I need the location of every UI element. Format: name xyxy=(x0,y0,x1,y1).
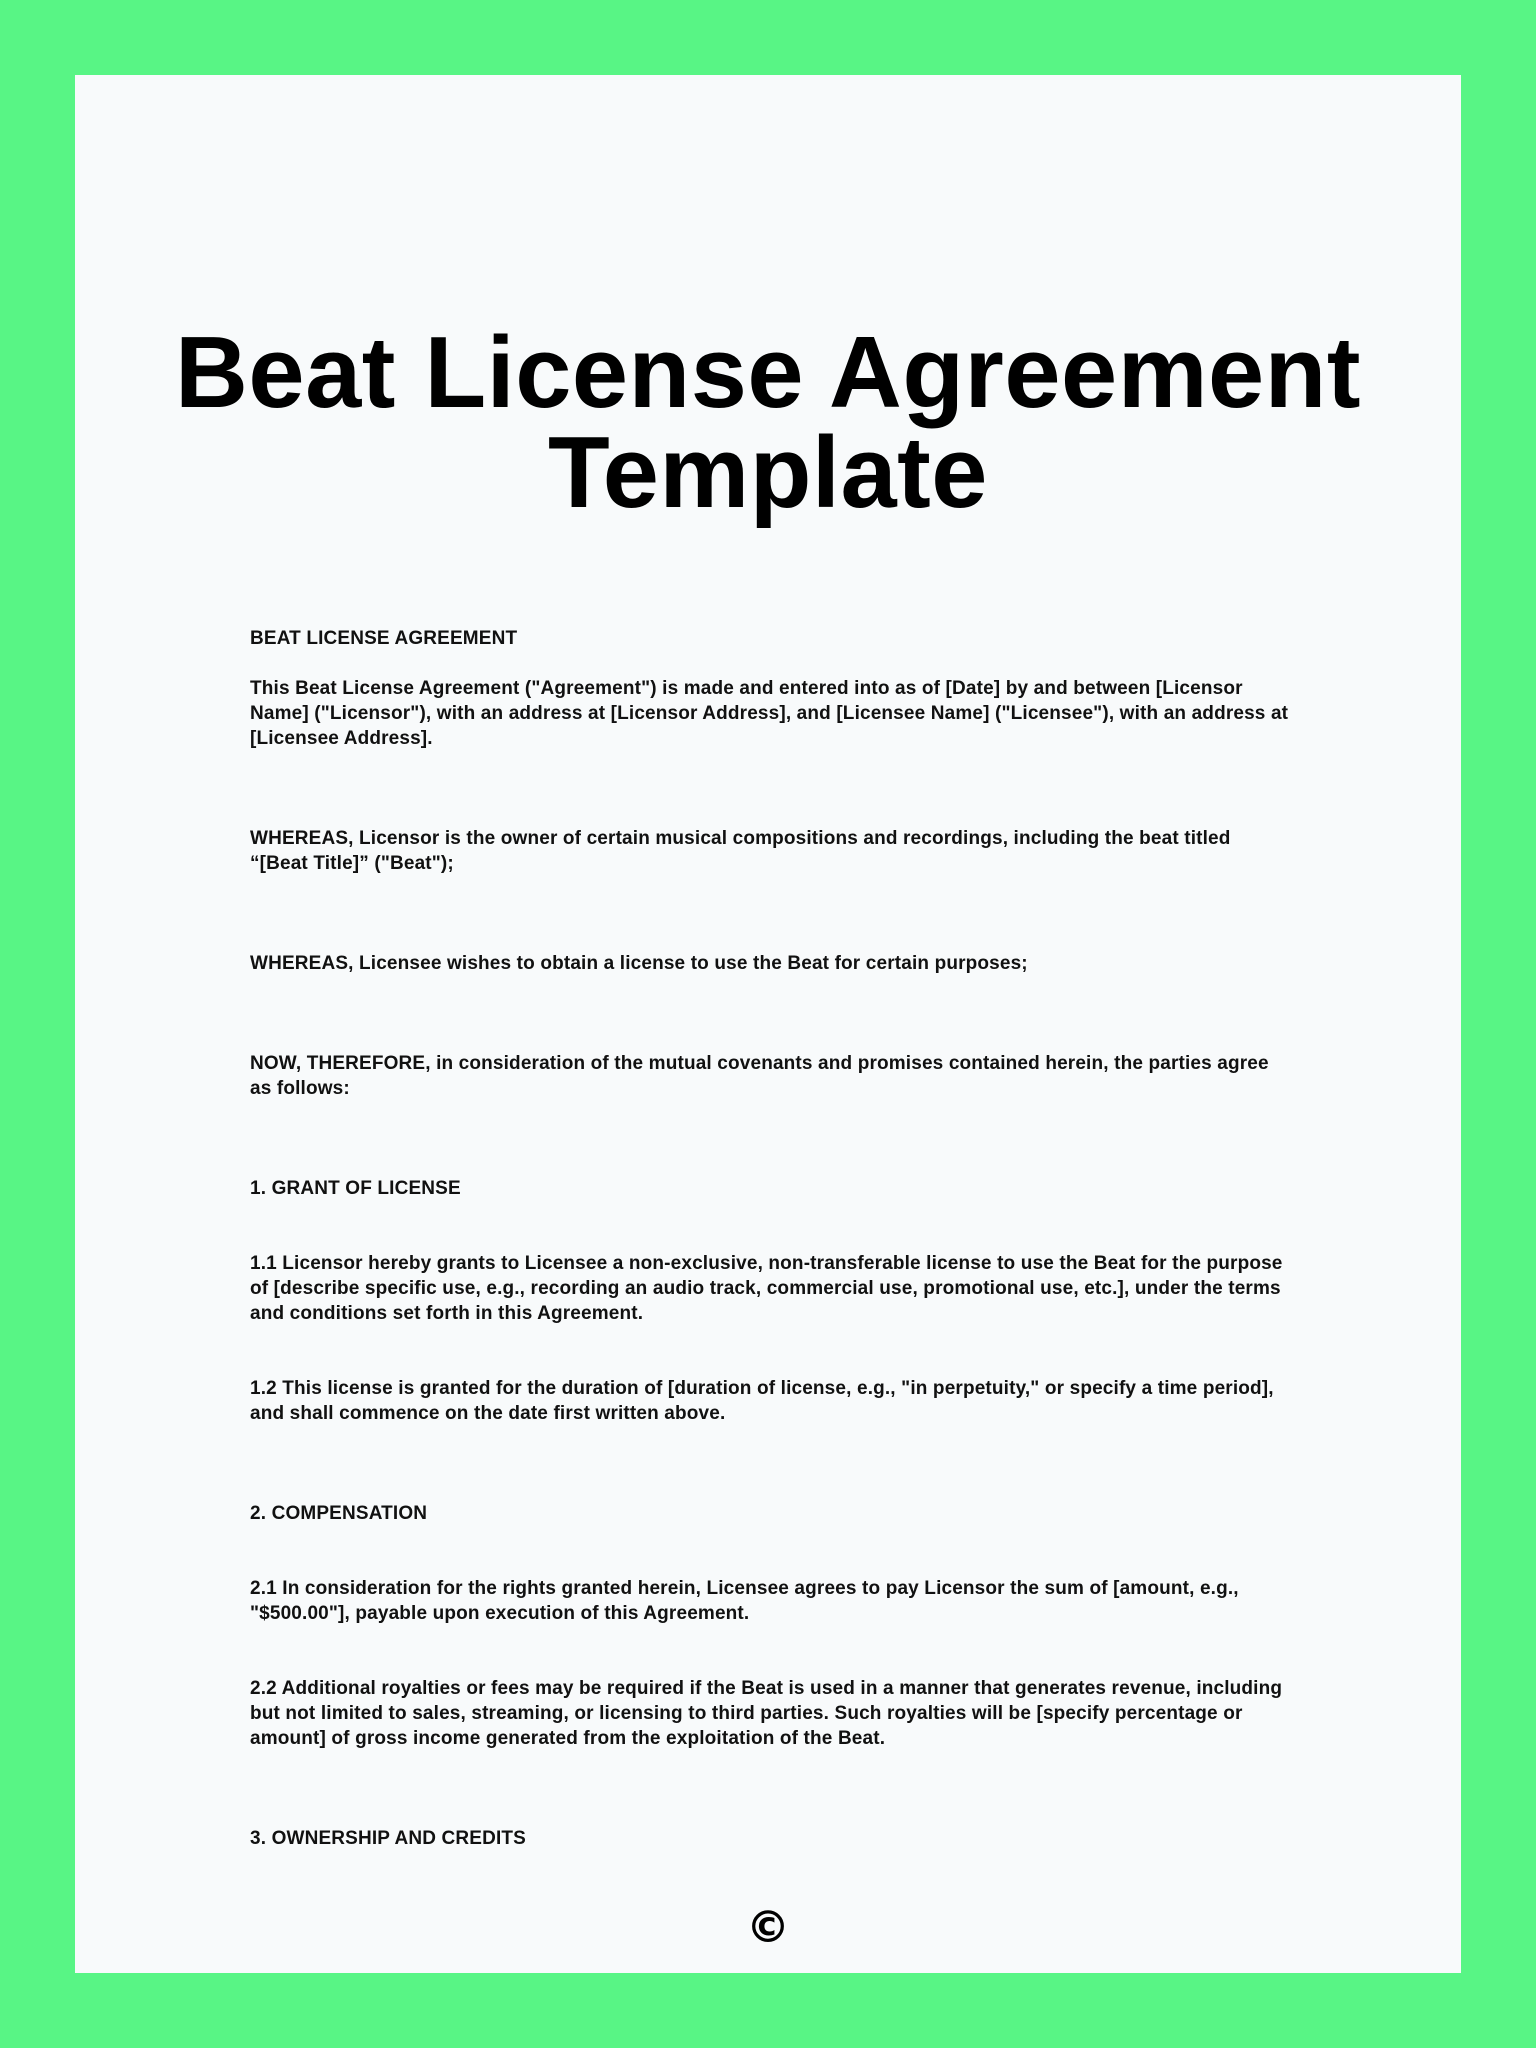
agreement-heading: BEAT LICENSE AGREEMENT xyxy=(250,628,518,649)
section-2-heading: 2. COMPENSATION xyxy=(250,1503,428,1524)
title-line-1: Beat License Agreement xyxy=(174,317,1361,429)
copyright-icon: © xyxy=(746,1902,790,1953)
section-1-heading: 1. GRANT OF LICENSE xyxy=(250,1178,461,1199)
section-3-heading: 3. OWNERSHIP AND CREDITS xyxy=(250,1828,526,1849)
whereas-licensee-paragraph: WHEREAS, Licensee wishes to obtain a license to use the Beat for certain purposes; xyxy=(250,953,1028,974)
clause-2-1: 2.1 In consideration for the rights granted herein, Licensee agrees to pay Licensor the sum of [amount, e.g., "$500.00"], payable upon execution of this Agreement. xyxy=(250,1578,1239,1624)
clause-1-2: 1.2 This license is granted for the duration of [duration of license, e.g., "in perpetuity," or specify a time period], and shall commence on the date first written above. xyxy=(250,1378,1274,1424)
whereas-owner-paragraph: WHEREAS, Licensor is the owner of certain musical compositions and recordings, including the beat titled “[Beat Title]” ("Beat"); xyxy=(250,828,1231,874)
now-therefore-paragraph: NOW, THEREFORE, in consideration of the mutual covenants and promises contained herein, the parties agree as follows: xyxy=(250,1053,1269,1099)
title-line-2: Template xyxy=(548,417,988,529)
intro-paragraph: This Beat License Agreement ("Agreement") is made and entered into as of [Date] by and between [Licensor Name] ("Licensor"), with an address at [Licensor Address], and [Licensee Name] ("Licensee"), with an address at [Licensee Address]. xyxy=(250,678,1289,749)
clause-2-2: 2.2 Additional royalties or fees may be required if the Beat is used in a manner that generates revenue, including but not limited to sales, streaming, or licensing to third parties. Such royalties will be [specify percentage or amount] of gross income generated from the exploitation of the Beat. xyxy=(250,1678,1283,1749)
clause-1-1: 1.1 Licensor hereby grants to Licensee a non-exclusive, non-transferable license to use the Beat for the purpose of [describe specific use, e.g., recording an audio track, commercial use, promotional use, etc.], under the terms and conditions set forth in this Agreement. xyxy=(250,1253,1283,1324)
document-title xyxy=(75,317,1461,529)
document-page xyxy=(75,75,1461,1973)
